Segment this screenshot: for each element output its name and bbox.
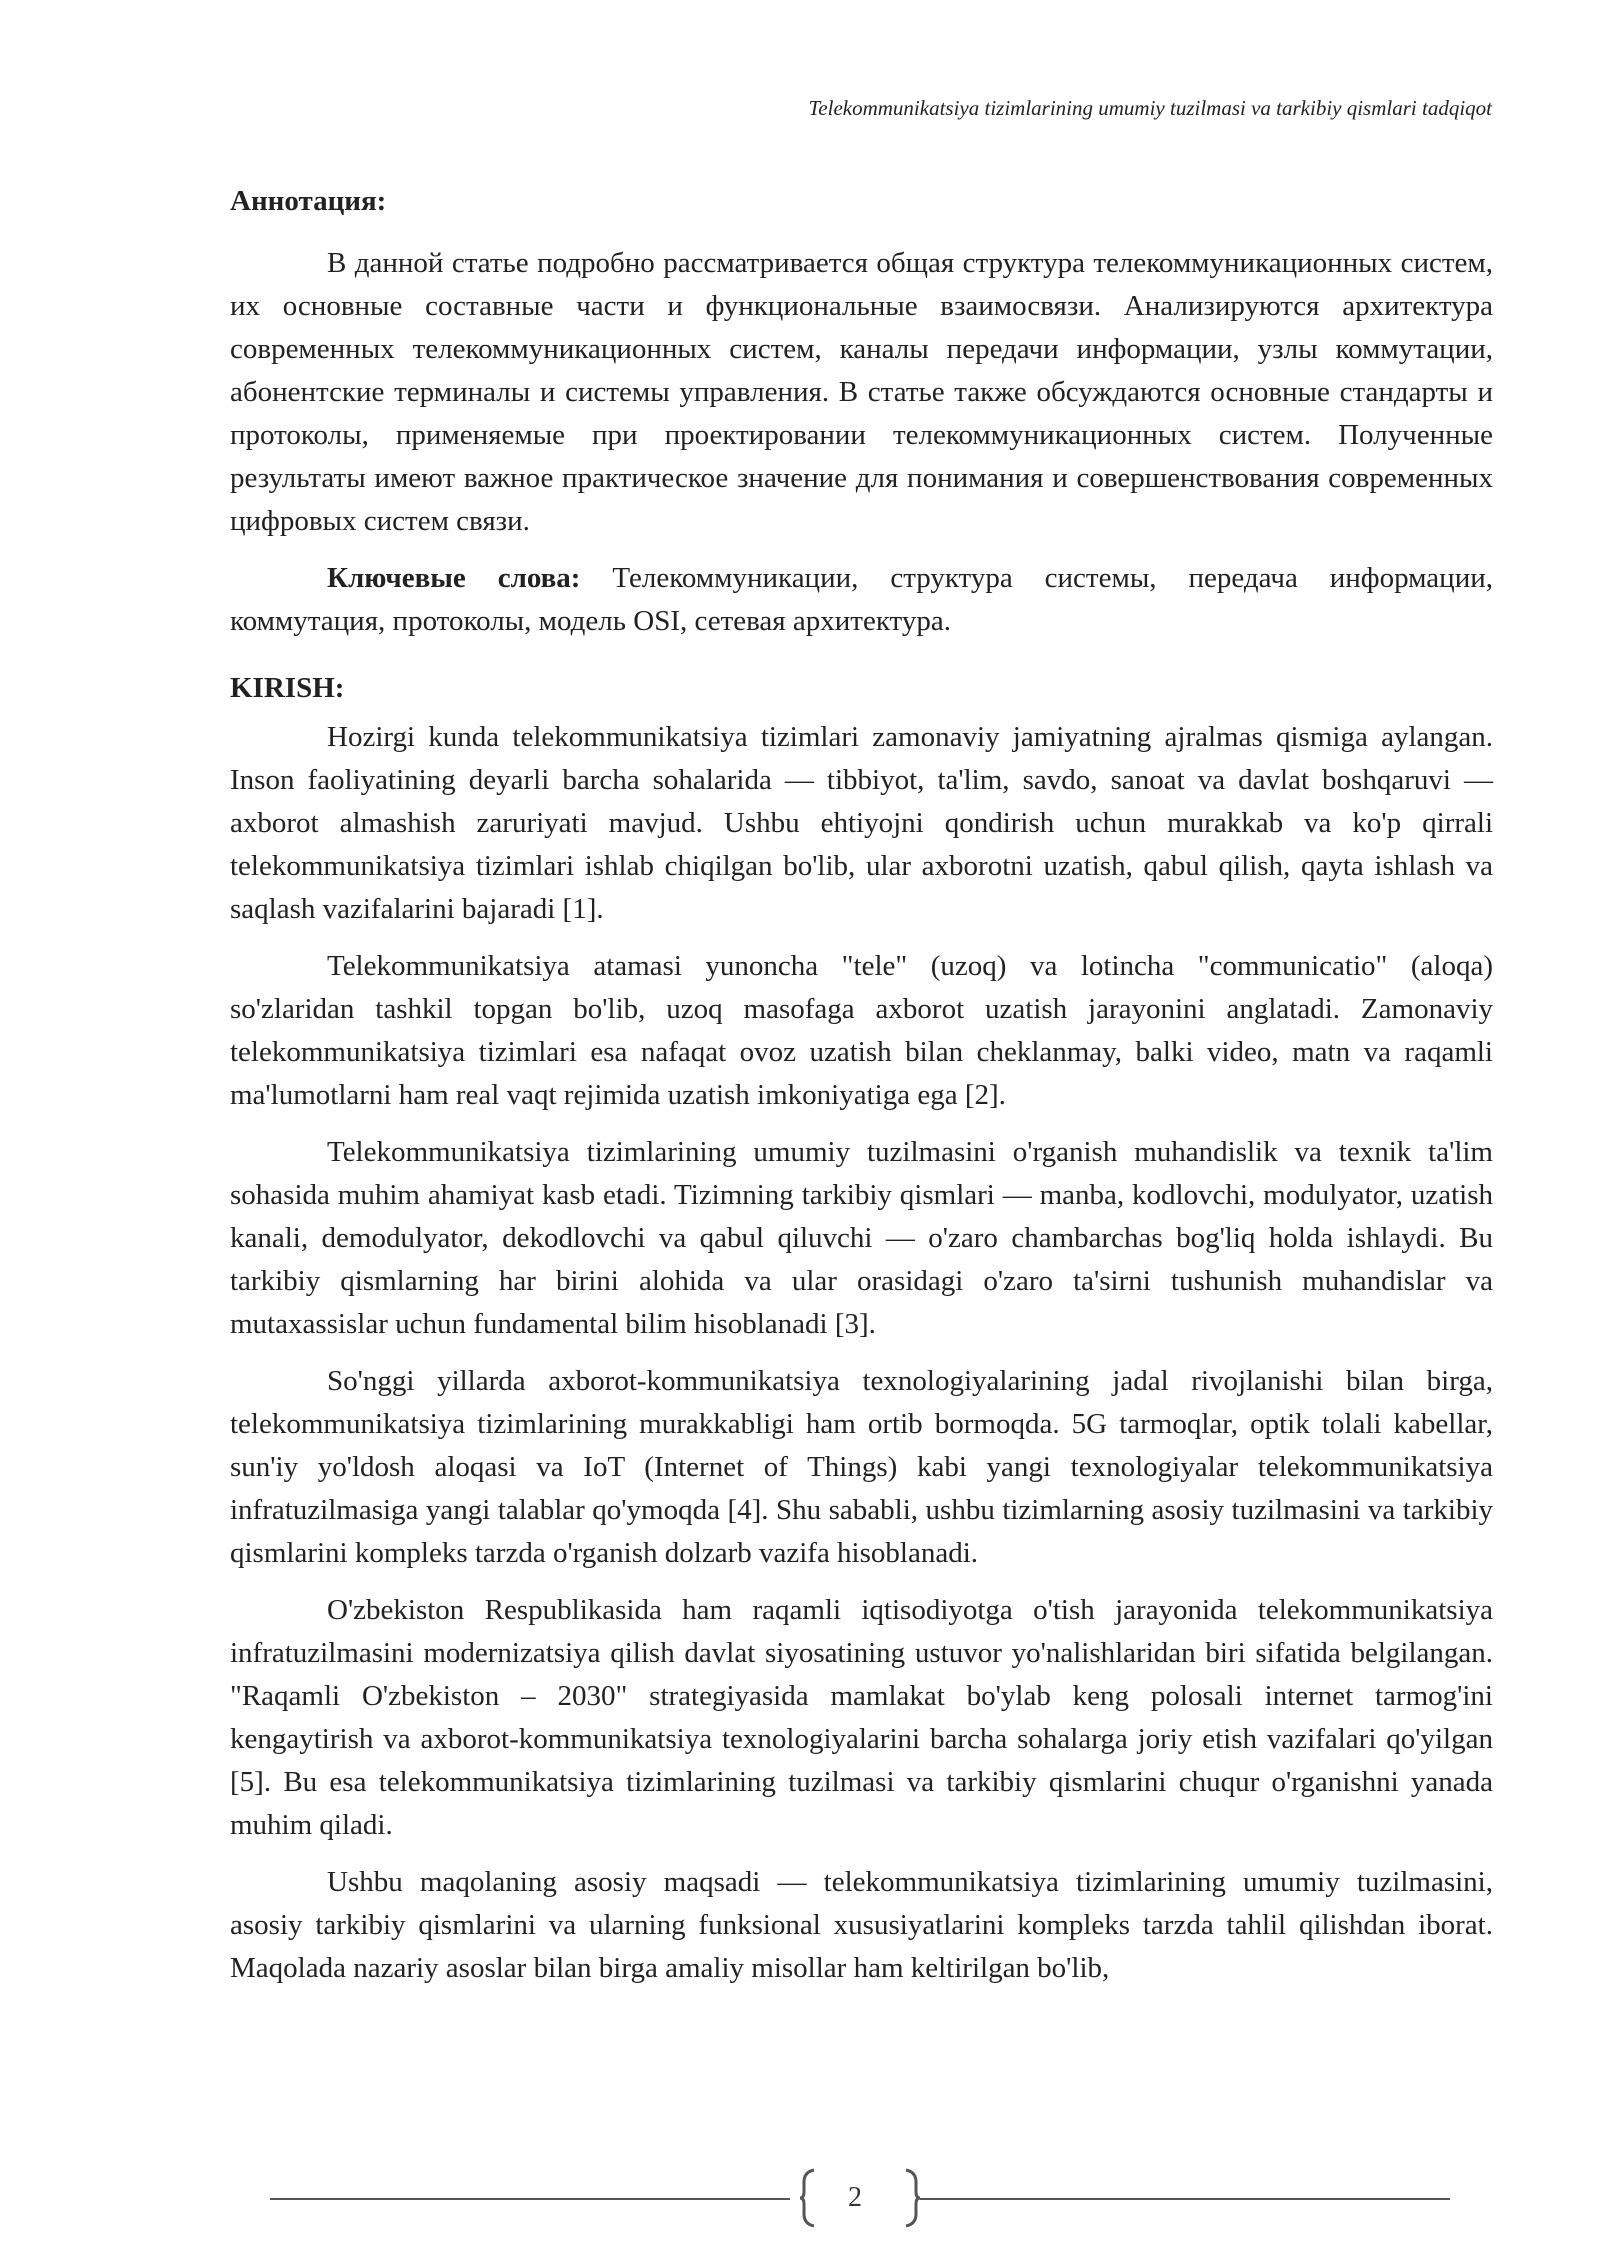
intro-paragraph-5: O'zbekiston Respublikasida ham raqamli iqtisodiyotga o'tish jarayonida telekommunikatsiya infratuzilmasini modernizatsiya qilish davlat siyosatining ustuvor yo'nalishlaridan biri sifatida belgilangan. "Raqamli O'zbekiston – 2030" strategiyasida mamlakat bo'ylab keng polosali internet tarmog'ini kengaytirish va axborot-kommunikatsiya texnologiyalarini barcha sohalarga joriy etish vazifalari qo'yilgan [5]. Bu esa telekommunikatsiya tizimlarining tuzilmasi va tarkibiy qismlarini chuqur o'rganishni yanada muhim qiladi. [230, 1594, 1493, 1841]
intro-paragraph-6: Ushbu maqolaning asosiy maqsadi — telekommunikatsiya tizimlarining umumiy tuzilmasini, asosiy tarkibiy qismlarini va ularning funksional xususiyatlarini kompleks tarzda tahlil qilishdan iborat. Maqolada nazariy asoslar bilan birga amaliy misollar ham keltirilgan bo'lib, [230, 1866, 1493, 1984]
footer-rule-right [920, 2198, 1450, 2200]
page-footer [270, 2168, 1450, 2228]
right-bracket-icon [902, 2168, 922, 2228]
intro-paragraph-2: Telekommunikatsiya atamasi yunoncha "tele" (uzoq) va lotincha "communicatio" (aloqa) so'zlaridan tashkil topgan bo'lib, uzoq masofaga axborot uzatish jarayonini anglatadi. Zamonaviy telekommunikatsiya tizimlari esa nafaqat ovoz uzatish bilan cheklanmay, balki video, matn va raqamli ma'lumotlarni ham real vaqt rejimida uzatish imkoniyatiga ega [2]. [230, 950, 1493, 1111]
keywords-text: Телекоммуникации, структура системы, передача информации, коммутация, протоколы, модель OSI, сетевая архитектура. [230, 562, 1493, 637]
running-header: Telekommunikatsiya tizimlarining umumiy tuzilmasi va tarkibiy qismlari tadqiqot [808, 96, 1492, 120]
intro-heading: KIRISH: [230, 672, 345, 704]
keywords-paragraph [230, 557, 1493, 643]
intro-paragraph-1: Hozirgi kunda telekommunikatsiya tizimlari zamonaviy jamiyatning ajralmas qismiga aylangan. Inson faoliyatining deyarli barcha sohalarida — tibbiyot, ta'lim, savdo, sanoat va davlat boshqaruvi — axborot almashish zaruriyati mavjud. Ushbu ehtiyojni qondirish uchun murakkab va ko'p qirrali telekommunikatsiya tizimlari ishlab chiqilgan bo'lib, ular axborotni uzatish, qabul qilish, qayta ishlash va saqlash vazifalarini bajaradi [1]. [230, 721, 1493, 925]
keywords-label: Ключевые слова: [327, 562, 581, 594]
annotation-paragraph: В данной статье подробно рассматривается общая структура телекоммуникационных систем, их основные составные части и функциональные взаимосвязи. Анализируются архитектура современных телекоммуникационных систем, каналы передачи информации, узлы коммутации, абонентские терминалы и системы управления. В статье также обсуждаются основные стандарты и протоколы, применяемые при проектировании телекоммуникационных систем. Полученные результаты имеют важное практическое значение для понимания и совершенствования современных цифровых систем связи. [230, 247, 1493, 537]
intro-paragraph-4: So'nggi yillarda axborot-kommunikatsiya texnologiyalarining jadal rivojlanishi bilan birga, telekommunikatsiya tizimlarining murakkabligi ham ortib bormoqda. 5G tarmoqlar, optik tolali kabellar, sun'iy yo'ldosh aloqasi va IoT (Internet of Things) kabi yangi texnologiyalar telekommunikatsiya infratuzilmasiga yangi talablar qo'ymoqda [4]. Shu sababli, ushbu tizimlarning asosiy tuzilmasini va tarkibiy qismlarini kompleks tarzda o'rganish dolzarb vazifa hisoblanadi. [230, 1365, 1493, 1569]
footer-rule-left [270, 2198, 790, 2200]
page-number: 2 [848, 2182, 862, 2213]
page-body [230, 180, 1493, 1990]
annotation-heading: Аннотация: [230, 185, 387, 217]
intro-paragraph-3: Telekommunikatsiya tizimlarining umumiy tuzilmasini o'rganish muhandislik va texnik ta'lim sohasida muhim ahamiyat kasb etadi. Tizimning tarkibiy qismlari — manba, kodlovchi, modulyator, uzatish kanali, demodulyator, dekodlovchi va qabul qiluvchi — o'zaro chambarchas bog'liq holda ishlaydi. Bu tarkibiy qismlarning har birini alohida va ular orasidagi o'zaro ta'sirni tushunish muhandislar va mutaxassislar uchun fundamental bilim hisoblanadi [3]. [230, 1136, 1493, 1340]
